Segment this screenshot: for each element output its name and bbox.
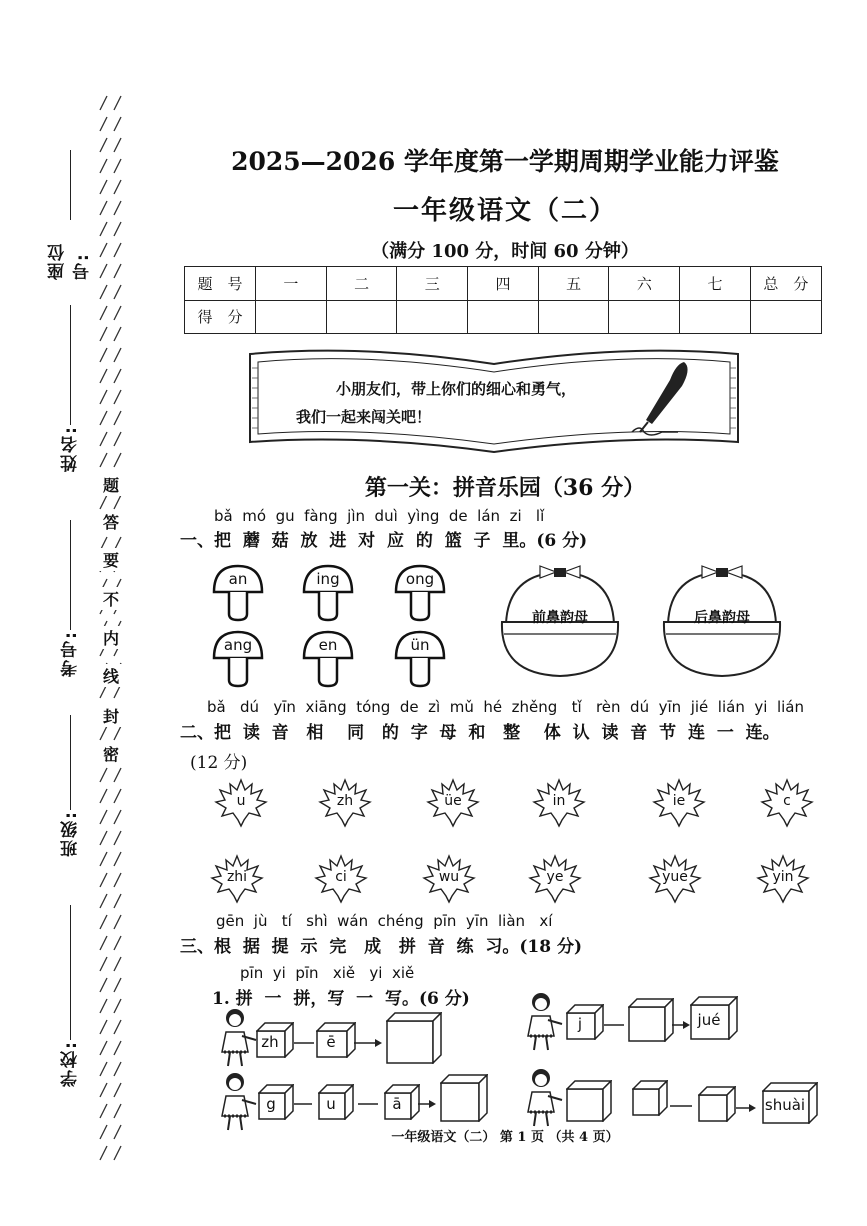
dash-connector [294,1037,316,1049]
binding-warning-char: 密 [97,742,125,765]
girl-pointing-icon [218,1006,258,1070]
binding-dash [114,1083,121,1097]
binding-dash [100,348,107,362]
mushroom-en[interactable] [300,628,356,688]
motivation-banner [244,348,744,456]
banner-line-2: 我们一起来闯关吧！ [296,408,432,426]
q1-pinyin: bǎ mó gu fàng jìn duì yìng de lán zi lǐ [214,507,545,525]
girl-pointing-icon [524,1066,564,1130]
mushroom-label: an [228,570,248,588]
leaf-yue[interactable] [648,854,702,904]
dash-connector [294,1098,314,1110]
leaf-label: zh [336,793,354,809]
class-field[interactable] [52,715,88,865]
quill-pen-icon [626,358,696,438]
binding-dash [114,1041,121,1055]
binding-warning-char: 题 [97,473,125,496]
binding-dash [114,348,121,362]
dash-connector [604,1019,626,1031]
binding-dash [114,852,121,866]
binding-dash [114,138,121,152]
binding-dash [100,831,107,845]
score-input-cell[interactable] [750,300,821,334]
q3-sub-pinyin: pīn yi pīn xiě yi xiě [240,964,415,982]
binding-dash [100,1125,107,1139]
binding-dash [100,852,107,866]
school-field[interactable] [52,905,88,1095]
leaf-label: u [236,793,246,809]
score-input-cell[interactable] [397,300,468,334]
seat-number-line [70,150,71,220]
binding-dash [100,159,107,173]
binding-dash [114,894,121,908]
binding-dash [100,369,107,383]
mushroom-label: ün [410,636,430,654]
basket-back-nasal[interactable] [660,562,784,678]
binding-dash [114,978,121,992]
score-input-cell[interactable] [538,300,609,334]
mushroom-label: ang [223,636,253,654]
leaf-label: in [552,793,566,809]
name-field[interactable] [52,305,88,485]
mushroom-ong[interactable] [392,562,448,622]
score-row-label: 得 分 [185,300,256,334]
leaf-label: yue [662,869,688,885]
score-input-cell[interactable] [680,300,751,334]
score-cell: 题 号 [185,267,256,301]
binding-dash [114,1104,121,1118]
binding-dash [100,1083,107,1097]
leaf-label: üe [444,793,462,809]
binding-dash [100,222,107,236]
score-input-cell[interactable] [468,300,539,334]
binding-warning-char: 内 [97,626,125,649]
binding-dash [114,453,121,467]
leaf-label: ye [546,869,564,885]
q2-points: (12 分) [190,753,248,773]
girl-pointing-icon [524,990,564,1054]
binding-dash [114,264,121,278]
binding-dash [100,789,107,803]
score-cell: 四 [468,267,539,301]
binding-dash [100,453,107,467]
seat-number-field[interactable] [48,150,93,280]
cube-label: u [326,1095,336,1113]
cube-label: shuài [764,1096,806,1114]
q1-text: 一、把 蘑 菇 放 进 对 应 的 篮 子 里。(6 分) [180,531,588,551]
mushroom-ing[interactable] [300,562,356,622]
score-table [184,266,822,334]
q2-pinyin: bǎ dú yīn xiāng tóng de zì mǔ hé zhěng tǐ rèn dú yīn jié lián yi lián [207,698,804,716]
leaf-yin[interactable] [756,854,810,904]
binding-dash [100,180,107,194]
binding-dash [100,306,107,320]
section-1-title: 第一关：拼音乐园（36 分） [364,475,646,501]
answer-cube[interactable] [632,1080,668,1116]
binding-dash [100,978,107,992]
leaf-label: zhi [226,869,248,885]
leaf-zh[interactable] [318,778,372,828]
binding-dash [100,1104,107,1118]
score-cell: 三 [397,267,468,301]
binding-dash [100,936,107,950]
binding-dash [114,117,121,131]
school-line [70,905,71,1040]
binding-dash [100,873,107,887]
score-cell: 二 [326,267,397,301]
binding-dash [114,789,121,803]
binding-dash [114,726,121,740]
seat-number-label: 座位号: [48,242,93,280]
score-cell: 七 [680,267,751,301]
binding-dash [114,957,121,971]
binding-dash [114,936,121,950]
arrow-icon [736,1102,758,1114]
binding-dash [100,390,107,404]
leaf-label: yin [772,869,794,885]
binding-dash [100,726,107,740]
binding-dash [100,810,107,824]
leaf-ye[interactable] [528,854,582,904]
cube-label: j [577,1015,583,1033]
answer-cube[interactable] [698,1086,736,1122]
binding-dash [100,915,107,929]
leaf-üe[interactable] [426,778,480,828]
binding-dash [100,264,107,278]
leaf-zhi[interactable] [210,854,264,904]
girl-pointing-icon [218,1070,258,1134]
mushroom-an[interactable] [210,562,266,622]
binding-dash [114,810,121,824]
binding-dash [114,369,121,383]
q3-sub-text: 1. 拼 一 拼，写 一 写。(6 分) [212,989,470,1009]
leaf-label: ci [335,869,347,885]
arrow-icon [418,1098,438,1110]
arrow-icon [672,1019,692,1031]
mushroom-label: en [318,636,338,654]
leaf-wu[interactable] [422,854,476,904]
binding-dash [114,285,121,299]
binding-dash [100,96,107,110]
leaf-label: c [783,793,791,809]
exam-title: 2025—2026 学年度第一学期周期学业能力评鉴 [231,147,779,176]
q3-text: 三、根 据 提 示 完 成 拼 音 练 习。(18 分) [180,937,583,957]
binding-dash [100,285,107,299]
binding-warning-char: 不 [97,587,125,610]
binding-dash [114,1020,121,1034]
binding-dash [114,495,121,509]
binding-dash [100,1146,107,1160]
binding-dash [114,243,121,257]
binding-dash [114,1125,121,1139]
leaf-u[interactable] [214,778,268,828]
binding-dash [100,138,107,152]
score-input-cell[interactable] [326,300,397,334]
binding-dash [100,999,107,1013]
binding-warning-char: 线 [97,664,125,687]
mushroom-ang[interactable] [210,628,266,688]
basket-front-nasal-label: 前鼻韵母 [532,610,588,626]
score-cell: 五 [538,267,609,301]
score-cell: 一 [256,267,327,301]
exam-info: （满分 100 分，时间 60 分钟） [371,241,639,262]
binding-dash [114,1146,121,1160]
binding-dash [114,999,121,1013]
class-line [70,715,71,810]
binding-dash [114,222,121,236]
name-line [70,305,71,425]
page-footer: 一年级语文（二） 第 1 页 （共 4 页） [391,1130,619,1145]
binding-warning-char: 答 [97,510,125,533]
binding-dash [114,180,121,194]
basket-back-nasal-label: 后鼻韵母 [694,610,750,626]
arrow-icon [354,1037,384,1049]
exam-number-line [70,520,71,630]
binding-dash [114,390,121,404]
binding-dash [114,915,121,929]
binding-dash [114,831,121,845]
binding-dash [100,1062,107,1076]
leaf-label: wu [438,869,460,885]
binding-dash [100,243,107,257]
leaf-ci[interactable] [314,854,368,904]
binding-dash [114,873,121,887]
binding-dash [114,768,121,782]
leaf-label: ie [672,793,686,809]
score-input-cell[interactable] [609,300,680,334]
binding-dash [100,411,107,425]
binding-dash [114,96,121,110]
score-cell: 总 分 [750,267,821,301]
cube-label: zh [261,1033,279,1051]
answer-cube[interactable] [566,1080,612,1122]
exam-subtitle: 一年级语文（二） [392,196,617,226]
binding-dash [114,201,121,215]
binding-dash [114,432,121,446]
name-label: 姓名: [60,425,81,472]
binding-dash [114,327,121,341]
q2-text: 二、把 读 音 相 同 的 字 母 和 整 体 认 读 音 节 连 一 连。 [180,723,780,743]
class-label: 班级: [60,810,81,857]
binding-dash [100,201,107,215]
leaf-in[interactable] [532,778,586,828]
binding-dash [100,432,107,446]
cube-label: jué [697,1011,721,1029]
leaf-ie[interactable] [652,778,706,828]
school-label: 学校: [60,1040,81,1087]
answer-cube[interactable] [440,1074,488,1122]
binding-dash [100,117,107,131]
binding-warning-char: 要 [97,548,125,571]
binding-dash [100,768,107,782]
binding-dash [100,495,107,509]
answer-cube[interactable] [386,1012,442,1064]
binding-dash [100,1020,107,1034]
mushroom-label: ong [405,570,435,588]
binding-dash [100,894,107,908]
answer-cube[interactable] [628,998,674,1042]
q3-pinyin: gēn jù tí shì wán chéng pīn yīn liàn xí [216,912,553,930]
binding-warning-char: 封 [97,704,125,727]
score-input-cell[interactable] [256,300,327,334]
binding-dash [114,411,121,425]
binding-dash [114,306,121,320]
cube-label: g [266,1095,276,1113]
binding-dash [114,159,121,173]
mushroom-ün[interactable] [392,628,448,688]
exam-number-label: 考号: [60,630,81,677]
score-cell: 六 [609,267,680,301]
dash-connector [358,1098,380,1110]
binding-dash [100,957,107,971]
basket-front-nasal[interactable] [498,562,622,678]
cube-label: ā [392,1095,402,1113]
mushroom-label: ing [316,570,340,588]
exam-number-field[interactable] [52,520,88,690]
binding-dash [100,327,107,341]
binding-dash [100,1041,107,1055]
score-table-score-row [185,300,822,334]
cube-label: ē [326,1033,336,1051]
leaf-c[interactable] [760,778,814,828]
binding-dash [114,1062,121,1076]
dash-connector [670,1100,694,1112]
banner-line-1: 小朋友们，带上你们的细心和勇气， [336,380,577,398]
score-table-header-row [185,267,822,301]
